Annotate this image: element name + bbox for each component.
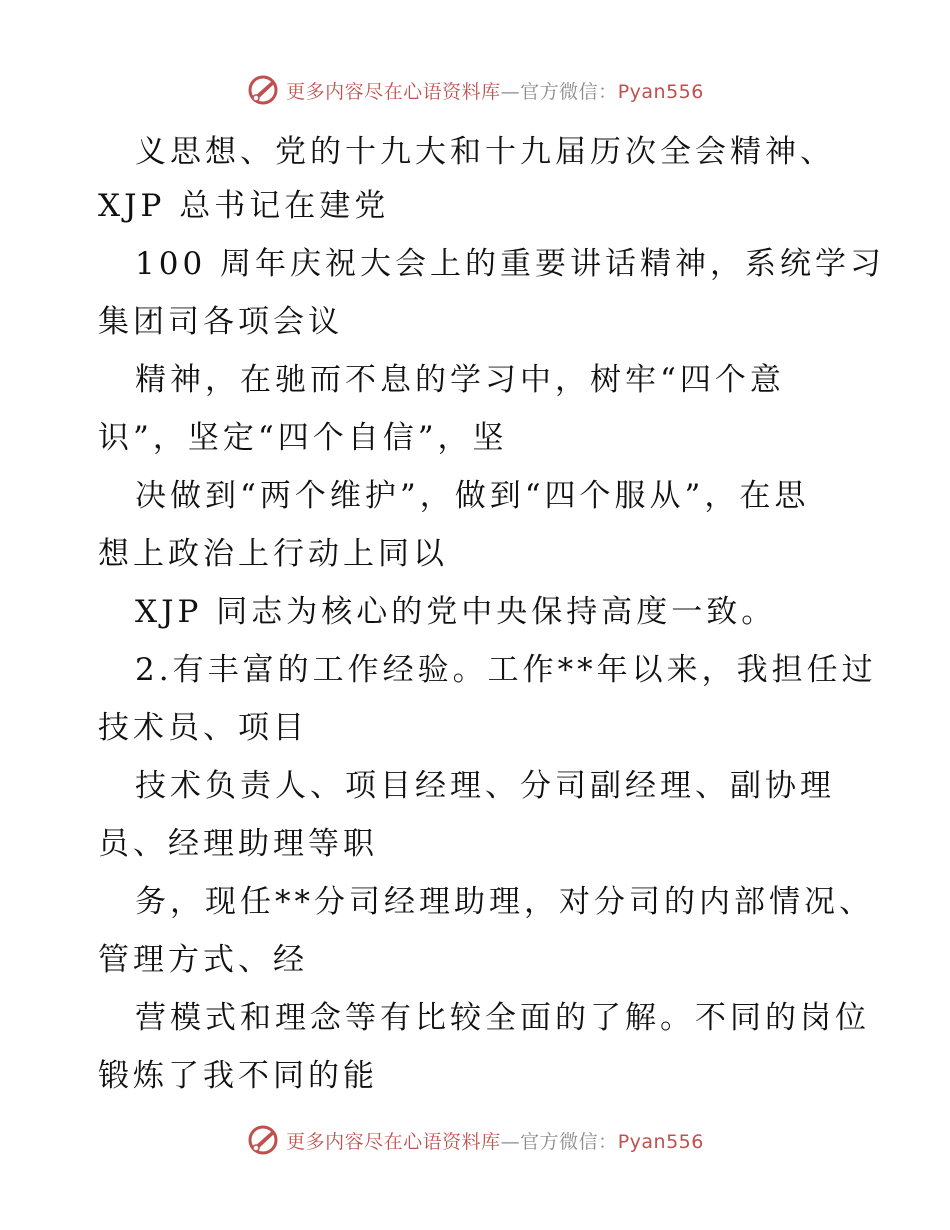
text-line: 精神，在驰而不息的学习中，树牢“四个意 xyxy=(135,362,785,398)
text-line: 务，现任**分司经理助理，对分司的内部情况、 xyxy=(135,884,874,920)
pen-logo-icon xyxy=(246,1123,280,1157)
watermark-text xyxy=(286,1127,704,1154)
watermark-official: 官方微信： xyxy=(520,80,618,103)
watermark-dash: — xyxy=(500,80,521,103)
text-line: 决做到“两个维护”，做到“四个服从”，在思 xyxy=(135,478,810,514)
header-watermark xyxy=(0,70,950,110)
text-line: 营模式和理念等有比较全面的了解。不同的岗位 xyxy=(135,1000,870,1036)
text-line: 100 周年庆祝大会上的重要讲话精神，系统学习 xyxy=(135,246,886,282)
text-line: 锻炼了我不同的能 xyxy=(98,1058,378,1094)
watermark-dash: — xyxy=(500,1130,521,1153)
watermark-main: 更多内容尽在心语资料库 xyxy=(286,80,501,103)
watermark-main: 更多内容尽在心语资料库 xyxy=(286,1130,501,1153)
text-line: 技术员、项目 xyxy=(98,710,308,746)
text-line: XJP 总书记在建党 xyxy=(98,188,390,224)
pen-logo-icon xyxy=(246,73,280,107)
text-line: 义思想、党的十九大和十九届历次全会精神、 xyxy=(135,134,835,170)
text-line: 管理方式、经 xyxy=(98,942,308,978)
text-line: 员、经理助理等职 xyxy=(98,826,378,862)
text-line: 识”，坚定“四个自信”，坚 xyxy=(98,420,508,456)
watermark-official: 官方微信： xyxy=(520,1130,618,1153)
text-line: 集团司各项会议 xyxy=(98,304,343,340)
footer-watermark xyxy=(0,1120,950,1160)
text-line: XJP 同志为核心的党中央保持高度一致。 xyxy=(135,594,777,630)
text-line: 想上政治上行动上同以 xyxy=(98,536,448,572)
text-line: 2.有丰富的工作经验。工作**年以来，我担任过 xyxy=(135,652,877,688)
watermark-id: Pyan556 xyxy=(617,1130,704,1153)
watermark-id: Pyan556 xyxy=(617,80,704,103)
watermark-text xyxy=(286,77,704,104)
text-line: 技术负责人、项目经理、分司副经理、副协理 xyxy=(135,768,835,804)
